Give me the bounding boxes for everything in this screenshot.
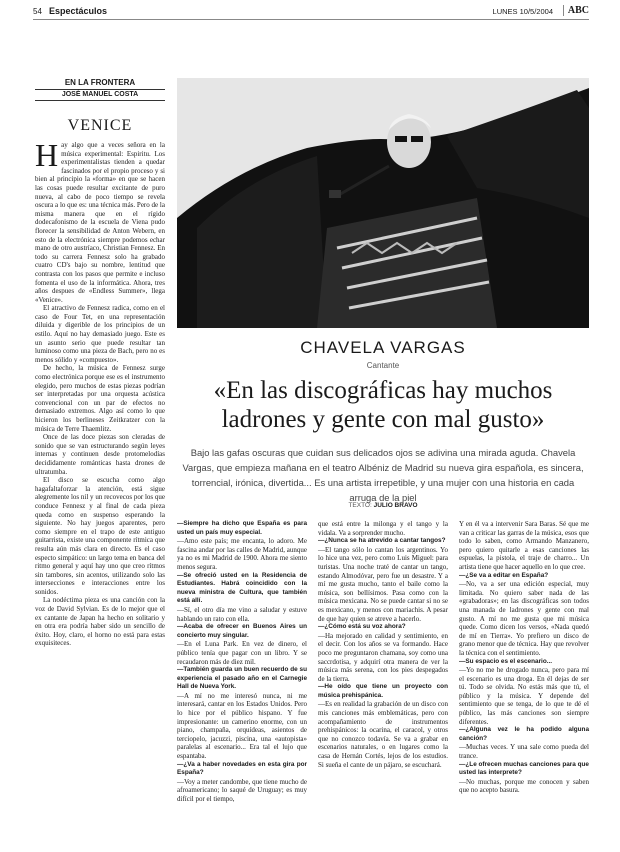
interview-question: —También guarda un buen recuerdo de su experiencia el pasado año en el Carnegie Hall de Nueva York. bbox=[177, 666, 307, 691]
column-paragraph: De hecho, la música de Fennesz surge como electrónica porque ese es el instrumento elegido, pero muchos de estas piezas podrían ser interpretadas por una orquesta acústica convencional con un par de efectos no demasiado extremos. Algo así como lo que hicieron los berlineses Zeitkratzer con la música de Terre Thaemlitz. bbox=[35, 364, 165, 433]
interview-column-1 bbox=[177, 520, 307, 804]
lede: Bajo las gafas oscuras que cuidan sus delicados ojos se adivina una mirada aguda. Chavela Vargas, que empieza mañana en el teatro Albéniz de Madrid su nueva gira española, es sincera, torrencial, irónica, divertida... Es una artista irrepetible, y una mujer con una historia en cada arruga de la piel bbox=[182, 447, 584, 503]
interview-question: —¿Nunca se ha atrevido a cantar tangos? bbox=[318, 537, 446, 545]
interview-question: —¿Alguna vez le ha podido alguna canción? bbox=[459, 726, 589, 742]
byline-prefix: TEXTO: bbox=[348, 502, 372, 509]
byline bbox=[177, 502, 589, 509]
interview-subject: CHAVELA VARGAS bbox=[300, 338, 466, 357]
column-header bbox=[35, 78, 165, 101]
interview-question: —¿Le ofrecen muchas canciones para que usted las interprete? bbox=[459, 760, 589, 777]
column-paragraph: Once de las doce piezas son cleradas de sonido que se van estructurando según leyes internas y continuen desde protomelodías decididamente románticas hasta drones de ultratumba. bbox=[35, 433, 165, 476]
interview-answer: —No muchas, porque me conocen y saben que no acepto basura. bbox=[459, 777, 589, 795]
article-photo bbox=[177, 78, 589, 328]
interview-answer: que está entre la milonga y el tango y la vidala. Va a sorprender mucho. bbox=[318, 520, 448, 537]
interview-question: —Se ofreció usted en la Residencia de Estudiantes. Habrá coincidido con la nueva ministra de Cultura, que también está allí. bbox=[177, 571, 307, 605]
interview-question: —Su espacio es el escenario... bbox=[459, 657, 553, 665]
interview-answer: —Amo este país; me encanta, lo adoro. Me fascina andar por las calles de Madrid, aunque ya no es mi Madrid de 1900. Ahora me siento menos segura. bbox=[177, 537, 307, 571]
interview-column-3 bbox=[459, 520, 589, 795]
column-paragraph: El disco se escucha como algo hagafaltaforzar la atención, está sigue alegremente los nil y un recovecos por los que conduce Fennesz y al final de cada pieza queda como en suspenso esperando la siguiente. No hay juegos aparentes, pero como siempre en el trapo de este antiguo guitarrista, existe una componente rítmica que resulta aún más clara en directo. Es el caso especto simpático: un largo tema en banca del ritmo general y aquí hay uno que creo rítmos sin tambores, sin acentos, utilizando solo las intersecciones e interacciones entre los sonidos. bbox=[35, 476, 165, 596]
interview-answer: —En el Luna Park. En vez de dinero, el público tenía que pagar con un libro. Y se recaudaron más de diez mil. bbox=[177, 640, 307, 666]
interview-answer: —Muchas veces. Y una sale como pueda del trance. bbox=[459, 743, 589, 761]
column-author: JOSÉ MANUEL COSTA bbox=[35, 89, 165, 98]
column-body bbox=[35, 137, 165, 648]
interview-question: —¿Cómo está su voz ahora? bbox=[318, 623, 406, 631]
byline-author: JULIO BRAVO bbox=[373, 502, 418, 509]
interview-answer: —No, va a ser una edición especial, muy limitada. No quiero saber nada de las «grabadoras»; en las discográficas son todos una manada de ladrones y gente con mal gusto. A mí no me gusta que mi música quede. Como dicen los versos, «Nada quedó de mí en Tierra». Yo prefiero un disco de grano menor que de técnica. Hay que revolver la técnica con el sentimiento. bbox=[459, 580, 589, 657]
page-header bbox=[33, 6, 589, 20]
interview-question: —Acaba de ofrecer en Buenos Aires un concierto muy singular. bbox=[177, 623, 307, 639]
interview-answer: —Voy a meter candombe, que tiene mucho de afroamericano; lo saqué de Uruguay; es muy difícil por el tiempo, bbox=[177, 777, 307, 803]
interview-answer: —A mí no me interesó nunca, ni me interesará, cantar en los Estados Unidos. Pero lo hice por el público hispano. Y fue impresionante: un camerino enorme, con un piano, champaña, orquídeas, asientos de terciopelo, jacuzzi, piscina, una «autopista» paralelas al escenario... Era tal el lujo que espantaba. bbox=[177, 691, 307, 761]
interview-answer: —Yo no me he drogado nunca, pero para mí el escenario es una droga. En él dejas de ser tú. Todo se olvida. No estás más que tú, el público y la música. Y depende del sentimiento que se tenga, de lo que te dé el público, las más canciones son siempre diferentes. bbox=[459, 666, 589, 726]
interview-question: —Siempre ha dicho que España es para usted un país muy especial. bbox=[177, 520, 307, 536]
interview-answer: Y en él va a intervenir Sara Baras. Sé que me van a criticar las garras de la música, esos que todo lo saben, como Armando Manzanero, pero quiero quitarle a esas canciones las espuelas, la pistola, el traje de charro... Un artista tiene que hacer aquello en lo que cree. bbox=[459, 520, 589, 571]
interview-answer: —El tango sólo lo cantan los argentinos. Yo lo hice una vez, pero como Luis Miguel: para turistas. Una noche traté de cantar un tango, estando Almodóvar, pero fue un desastre. Y a mí me gusta mucho, tanto el baile como la música, son bellísimos. Pasa como con la música mexicana. No se puede cantar si no se es mexicano, y menos con mariachis. A pesar de que hay quien se atreve a hacerlo. bbox=[318, 545, 448, 623]
interview-column-2 bbox=[318, 520, 448, 769]
section-name: Espectáculos bbox=[49, 6, 108, 16]
newspaper-logo: ABC bbox=[563, 5, 589, 16]
column-paragraph: Hay algo que a veces señora en la música experimental: Espiritu. Los experimentalistas tienden a quedar fascinados por el propio proceso y si bien al principio la «forma» en que se hacen las cosas puede resultar excitante de puro nueva, al cabo de poco tiempo se revela oscura a lo que es: una técnica más. Pero de la misma manera que en el rígido dodecafonismo de la escuela de Viena pudo florecer la sensibilidad de Anton Webern, en esto de la electrónica siempre podemos echar mano de otro austríaco, Christian Fennesz. En todo su carrera Fennesz solo ha grabado cuatro CD's bajo su nombre, lentitud que contrasta con los pasos que permite e incluso fomenta el uso de la informática. Ahora, tres años despues de «Endless Summer», llega «Venice». bbox=[35, 137, 165, 304]
interview-question: —¿Va a haber novedades en esta gira por España? bbox=[177, 760, 307, 777]
column-title: VENICE bbox=[67, 117, 133, 134]
headline: «En las discográficas hay muchos ladrones y gente con mal gusto» bbox=[213, 377, 553, 433]
column-name: EN LA FRONTERA bbox=[64, 78, 136, 87]
page-number: 54 bbox=[33, 7, 42, 16]
interview-subject-role: Cantante bbox=[366, 361, 400, 370]
drop-cap: H bbox=[35, 137, 59, 173]
column-paragraph: El atractivo de Fennesz radica, como en el caso de Four Tet, en una representación diluida y digerible de los principios de un estilo. Aquí no hay demasiado juego. Este es un asunto serio que puede resultar tan luminoso como una pieza de Bach, pero no es menos sólido y «compuesto». bbox=[35, 304, 165, 364]
interview-question: —He oído que tiene un proyecto con música prehispánica. bbox=[318, 683, 448, 699]
interview-question: —¿Se va a editar en España? bbox=[459, 571, 549, 579]
interview-answer: —Sí, el otro día me vino a saludar y estuve hablando un rato con ella. bbox=[177, 605, 307, 623]
issue-date: LUNES 10/5/2004 bbox=[492, 7, 553, 16]
interview-answer: —Es en realidad la grabación de un disco con mis canciones más emblemáticas, pero con acompañamiento de instrumentos prehispánicos: la ocarina, el caracol, y otros que no conozco todavía. Se va a grabar en escenarios naturales, o en lugares como la casa de Hernán Cortés, lejos de los estudios. Si sueña el cante de un pájaro, se escuchará. bbox=[318, 700, 448, 769]
interview-answer: —Ha mejorado en calidad y sentimiento, en el decir. Con los años se va formando. Hace poco me preguntaron chamana, soy como una saccrdotisa, y adquirí otra manera de ver la música más serena, con los pies despegados de la tierra. bbox=[318, 631, 448, 683]
singer-photo-illustration bbox=[177, 78, 589, 328]
opinion-column bbox=[35, 78, 165, 848]
column-paragraph: La nodéctima pieza es una canción con la voz de David Sylvian. Es de lo mejor que el ex cantante de Japan ha hecho en solitario y en otra era podría haber sido un sencillo de éxito. Hoy, claro, el horno no está para estas exquisiteces. bbox=[35, 596, 165, 648]
